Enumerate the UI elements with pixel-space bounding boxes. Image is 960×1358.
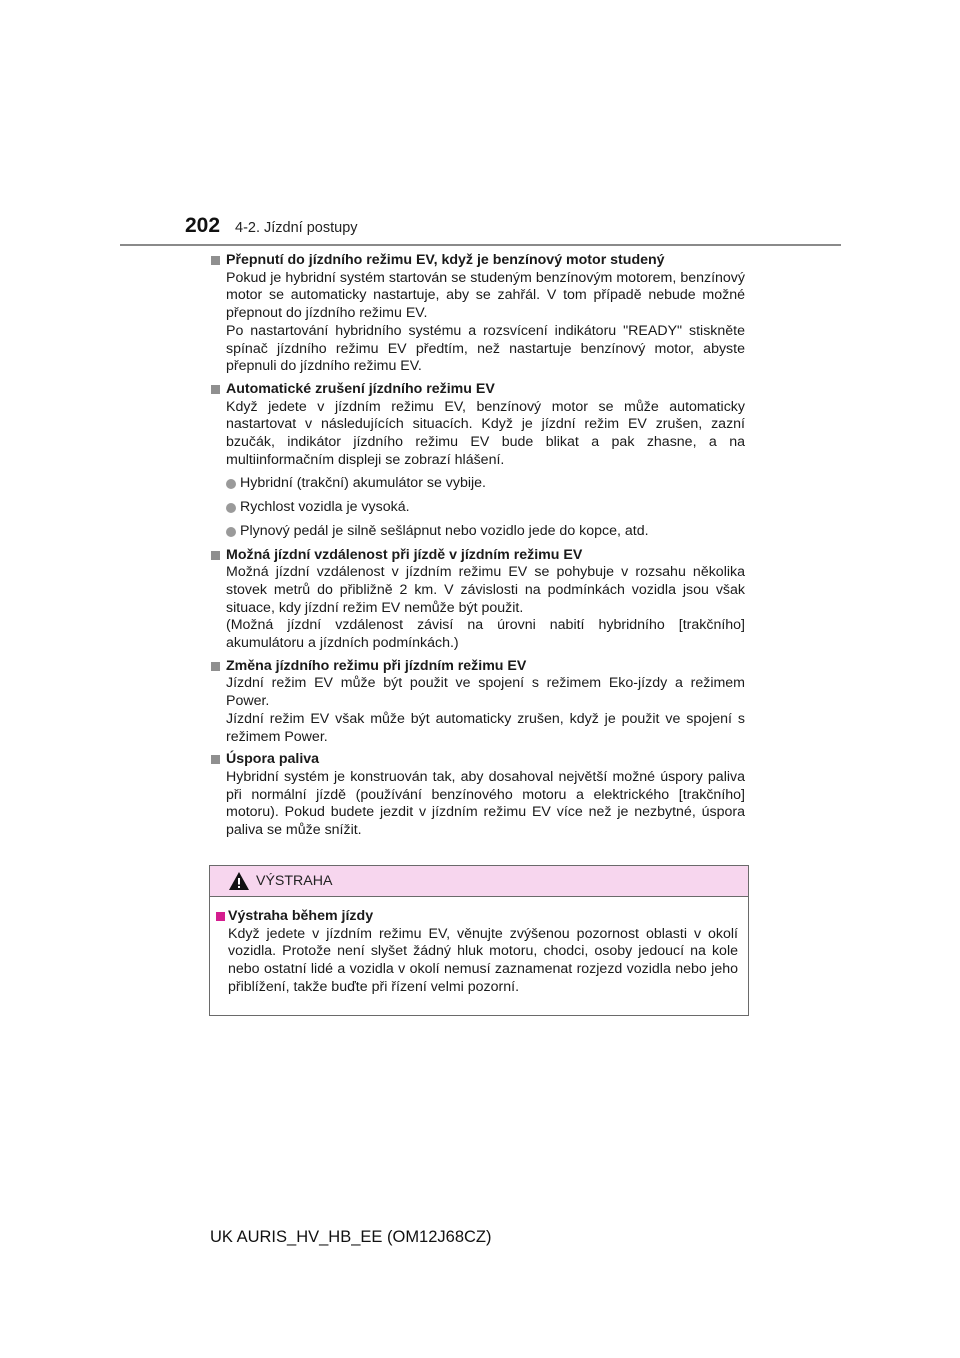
section-heading: Automatické zrušení jízdního režimu EV xyxy=(210,381,745,399)
circle-bullet-icon xyxy=(226,503,236,513)
list-item: Plynový pedál je silně sešlápnut nebo vozidlo jede do kopce, atd. xyxy=(226,523,745,541)
page-number: 202 xyxy=(185,214,221,237)
paragraph: Pokud je hybridní systém startován se studeným benzínovým motorem, benzínový motor se automaticky nastartuje, aby se zahřál. V tom případě nebude možné přepnout do jízdního režimu EV. xyxy=(226,269,745,322)
warning-heading: Výstraha během jízdy xyxy=(212,908,740,926)
paragraph: (Možná jízdní vzdálenost závisí na úrovni nabití hybridního [trakčního] akumulátoru a jízdních podmínkách.) xyxy=(226,617,745,652)
section-heading: Možná jízdní vzdálenost při jízdě v jízdním režimu EV xyxy=(210,547,745,565)
section-title: 4-2. Jízdní postupy xyxy=(235,220,358,236)
section-heading: Změna jízdního režimu při jízdním režimu EV xyxy=(210,658,745,676)
paragraph: Když jedete v jízdním režimu EV, benzínový motor se může automaticky nastartovat v následujících situacích. Když je jízdní režim EV zrušen, zazní bzučák, indikátor jízdního režimu EV bude blikat a pak zhasne, a na multiinformačním displeji se zobrazí hlášení. xyxy=(226,398,745,468)
warning-box xyxy=(209,865,749,1016)
paragraph: Jízdní režim EV však může být automaticky zrušen, když je použit ve spojení s režimem Power. xyxy=(226,710,745,745)
square-bullet-icon xyxy=(211,755,220,764)
section-fuel-economy xyxy=(210,751,745,840)
section-ev-auto-cancel xyxy=(210,381,745,541)
list-item: Rychlost vozidla je vysoká. xyxy=(226,499,745,517)
section-ev-range xyxy=(210,547,745,653)
section-ev-mode-change xyxy=(210,658,745,747)
warning-triangle-icon xyxy=(228,871,250,891)
circle-bullet-icon xyxy=(226,527,236,537)
warning-text: Když jedete v jízdním režimu EV, věnujte zvýšenou pozornost oblasti v okolí vozidla. Protože není slyšet žádný hluk motoru, chodci, osoby jedoucí na kole nebo ostatní lidé a vozidla v okolí nemusí zaznamenat rozjezd vozidla nebo jeho přiblížení, takže buďte při řízení velmi pozorní. xyxy=(228,925,738,995)
paragraph: Hybridní systém je konstruován tak, aby dosahoval největší možné úspory paliva při normální jízdě (používání benzínového motoru a elektrického [trakčního] motoru). Pokud budete jezdit v jízdním režimu EV více než je nezbytné, úspora paliva se může snížit. xyxy=(226,768,745,839)
section-heading: Úspora paliva xyxy=(210,751,745,769)
warning-body xyxy=(210,897,748,997)
model-code: UK AURIS_HV_HB_EE (OM12J68CZ) xyxy=(210,1228,492,1246)
square-bullet-icon xyxy=(211,385,220,394)
header-rule xyxy=(120,244,841,246)
section-ev-cold-engine xyxy=(210,252,745,376)
warning-header xyxy=(210,866,748,897)
section-heading: Přepnutí do jízdního režimu EV, když je benzínový motor studený xyxy=(210,252,745,270)
square-bullet-icon xyxy=(216,912,225,921)
circle-bullet-icon xyxy=(226,479,236,489)
square-bullet-icon xyxy=(211,256,220,265)
paragraph: Po nastartování hybridního systému a rozsvícení indikátoru "READY" stiskněte spínač jízdního režimu EV předtím, než nastartuje benzínový motor, abyste přepnuli do jízdního režimu EV. xyxy=(226,322,745,375)
warning-title: VÝSTRAHA xyxy=(256,873,333,889)
content xyxy=(210,252,745,845)
paragraph: Jízdní režim EV může být použit ve spojení s režimem Eko-jízdy a režimem Power. xyxy=(226,675,745,710)
paragraph: Možná jízdní vzdálenost v jízdním režimu EV se pohybuje v rozsahu několika stovek metrů do přibližně 2 km. V závislosti na podmínkách vozidla jsou však situace, kdy jízdní režim EV nemůže být použit. xyxy=(226,564,745,616)
square-bullet-icon xyxy=(211,551,220,560)
square-bullet-icon xyxy=(211,662,220,671)
list-item: Hybridní (trakční) akumulátor se vybije. xyxy=(226,475,745,493)
